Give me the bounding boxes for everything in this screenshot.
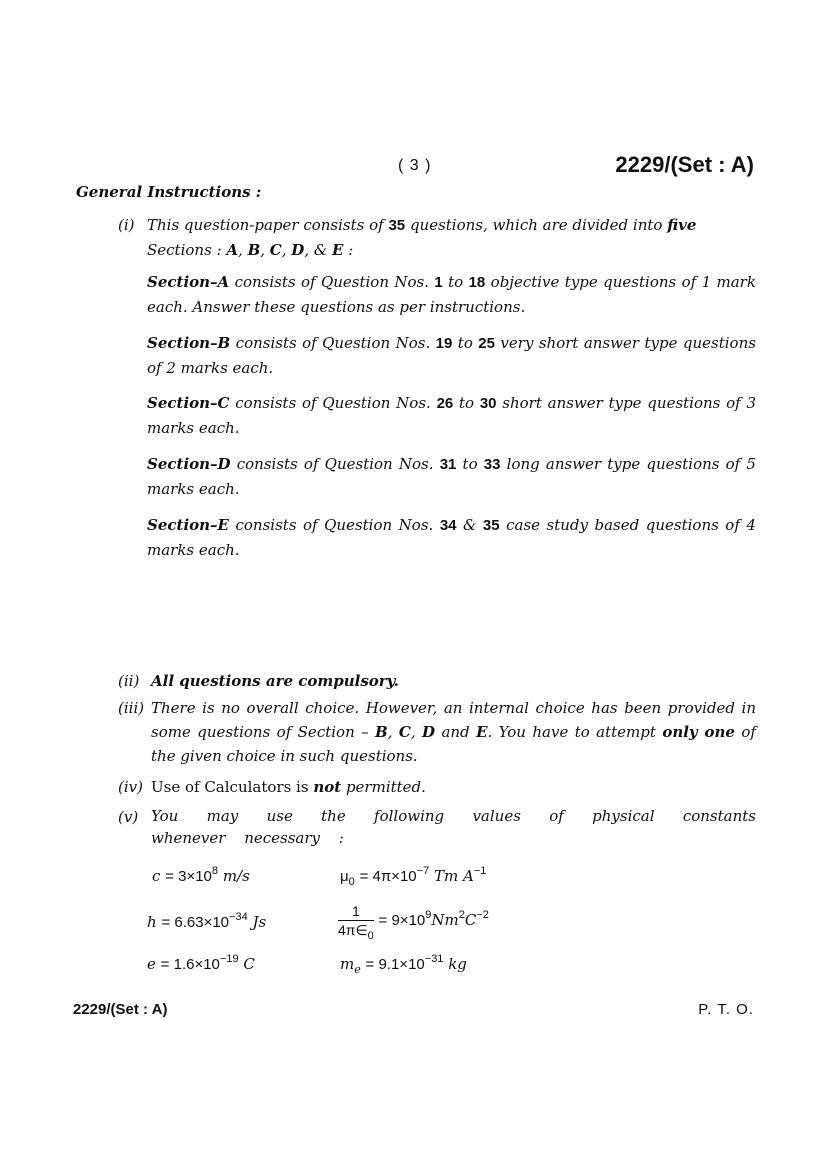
constant-mu-zero: $\mu_0 = 4\pi\times 10^{-7}$ Tm $A^{-1}$ [340,865,487,888]
instruction-iii: There is no overall choice. However, an internal choice has been provided in some questions of Section – B, C, D and E. You have to attempt only one of the given choice in such questions. [151,699,756,765]
instruction-ii: All questions are compulsory. [151,672,399,690]
constant-speed-of-light: $c = 3\times 10^8$ m/s [152,865,250,885]
section-a-description: Section–A consists of Question Nos. 1 to 18 objective type questions of 1 mark each. Answer these questions as per instructions. [147,273,756,316]
constant-planck: $h = 6.63\times 10^{-34}$ Js [147,911,267,931]
instruction-marker-iii: (iii) [118,699,145,717]
section-b-description: Section–B consists of Question Nos. 19 to 25 very short answer type questions of 2 marks each. [147,334,756,377]
set-code-header: 2229/(Set : A) [615,152,754,177]
page-number: ( 3 ) [398,157,432,174]
instruction-v: You may use the following values of physical constants whenever necessary : [151,807,756,847]
instruction-iv: Use of Calculators is not permitted. [151,778,426,796]
constant-coulomb: $\frac{1}{4\pi\in_0}$ = $9\times 10^9Nm^2C^{-2}$ [338,903,489,942]
instruction-marker-iv: (iv) [118,778,143,796]
instruction-marker-ii: (ii) [118,672,140,690]
general-instructions-title: General Instructions : [76,183,262,201]
instruction-i: This question-paper consists of 35 questions, which are divided into five Sections : A, B, C, D, & E : [147,216,697,259]
coulomb-fraction: $\frac{1}{4\pi\in_0}$ [338,903,374,942]
section-e-description: Section–E consists of Question Nos. 34 & 35 case study based questions of 4 marks each. [147,516,756,559]
constant-electron-mass: $m_e = 9.1\times 10^{-31}$ kg [340,953,467,976]
set-code-footer: 2229/(Set : A) [73,1001,168,1018]
section-c-description: Section–C consists of Question Nos. 26 to 30 short answer type questions of 3 marks each. [147,394,756,437]
instruction-marker-i: (i) [118,216,135,234]
pto-label: P. T. O. [698,1001,754,1018]
constant-electron-charge: $e = 1.6\times 10^{-19}$ C [147,953,255,973]
section-d-description: Section–D consists of Question Nos. 31 to 33 long answer type questions of 5 marks each. [147,455,756,498]
instruction-marker-v: (v) [118,808,139,826]
